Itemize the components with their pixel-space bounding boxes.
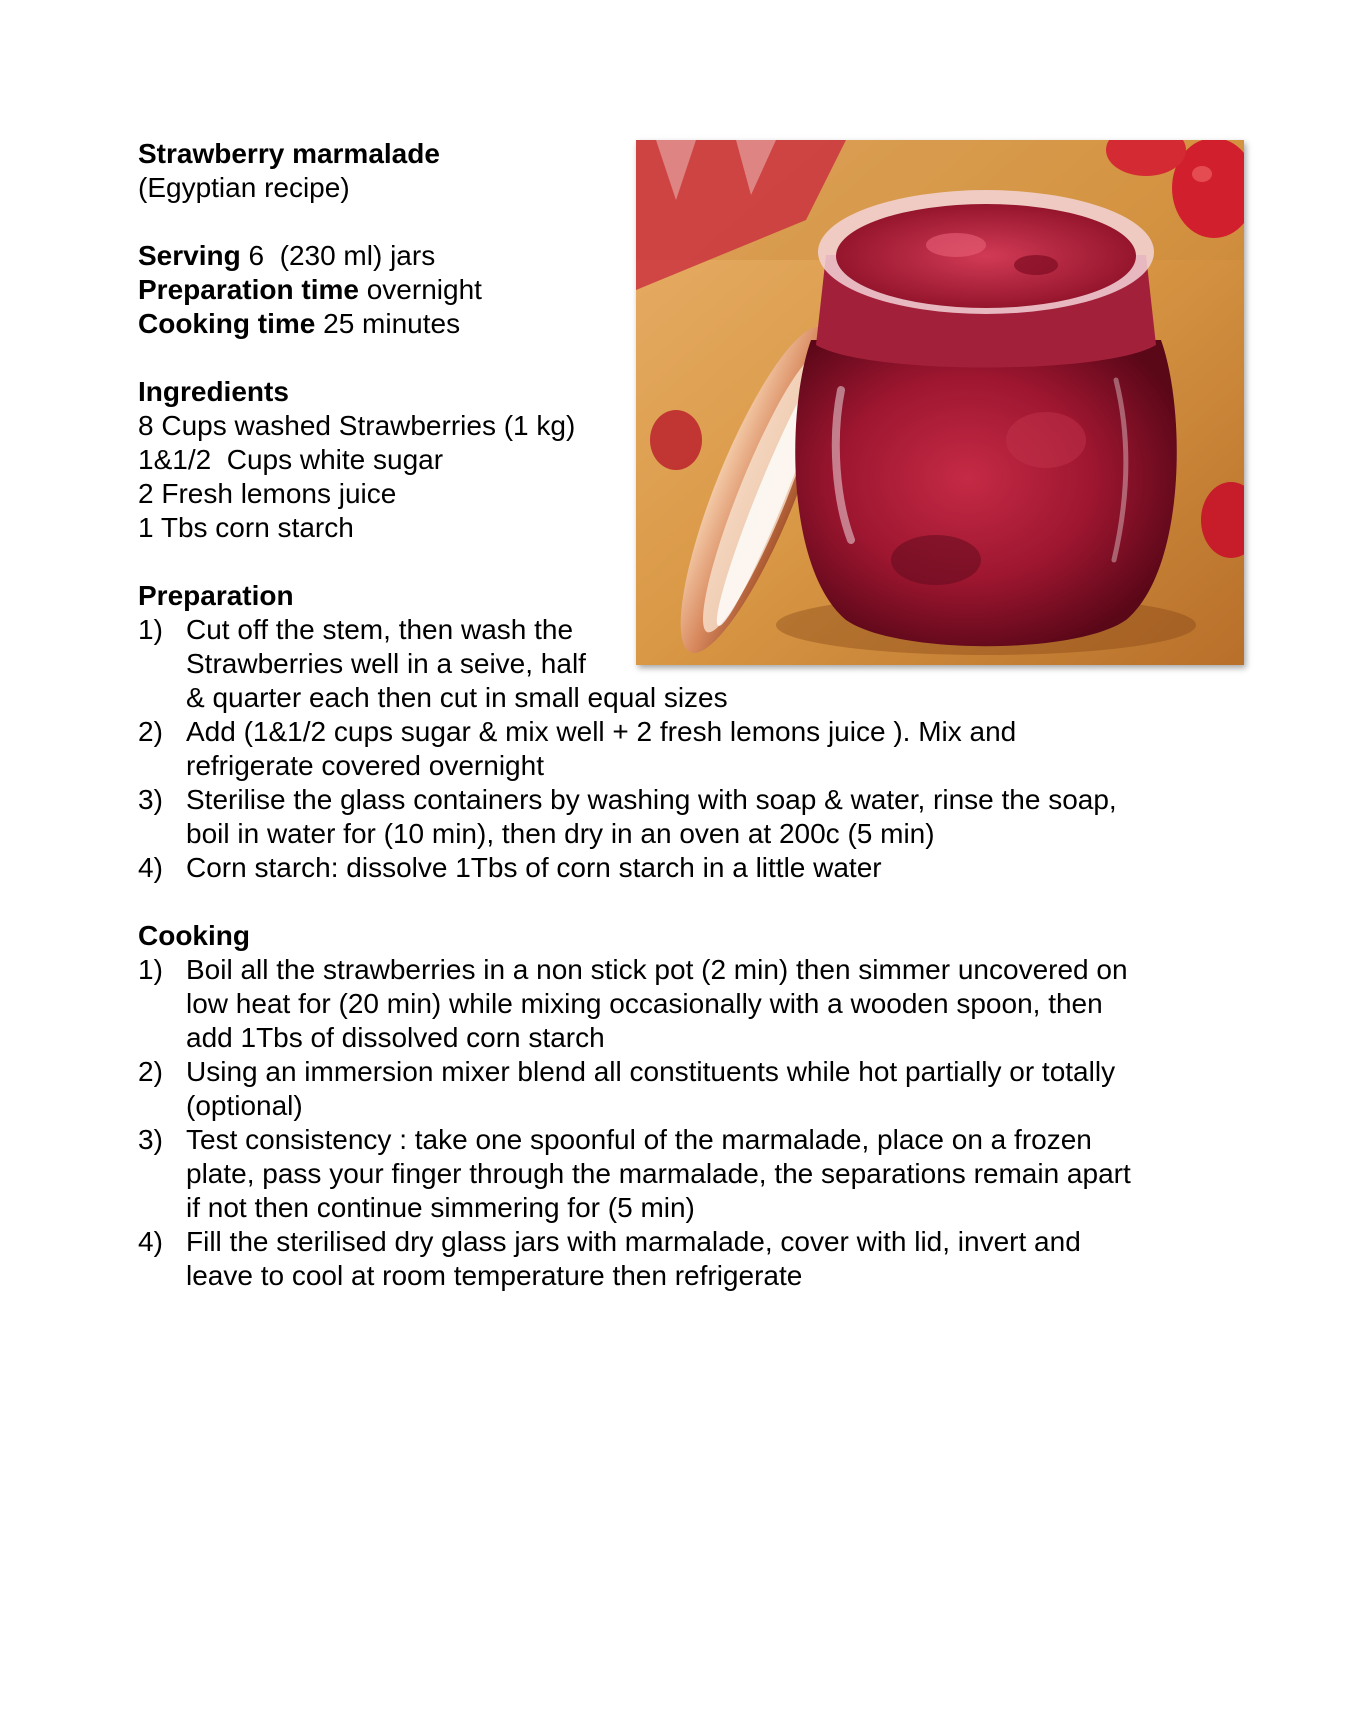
step-text: refrigerate covered overnight [186,750,544,781]
preparation-step [138,851,1218,885]
ingredient-item: 8 Cups washed Strawberries (1 kg) [138,410,576,441]
prep-time-value: overnight [358,274,482,305]
preparation-step [138,613,1218,715]
step-text: plate, pass your finger through the marmalade, the separations remain apart [186,1158,1131,1189]
step-number: 1) [138,954,163,985]
cooking-step [138,1123,1218,1225]
step-text: low heat for (20 min) while mixing occasionally with a wooden spoon, then [186,988,1103,1019]
cooking-steps [138,953,1218,1293]
recipe-text [138,137,1218,1293]
step-text: & quarter each then cut in small equal sizes [186,682,728,713]
cook-time-label: Cooking time [138,308,316,339]
preparation-step [138,715,1218,783]
preparation-steps [138,613,1218,885]
step-text: Fill the sterilised dry glass jars with marmalade, cover with lid, invert and [186,1226,1081,1257]
step-text: Test consistency : take one spoonful of the marmalade, place on a frozen [186,1124,1092,1155]
step-text: Strawberries well in a seive, half [186,648,586,679]
ingredient-item: 1 Tbs corn starch [138,512,354,543]
prep-time-label: Preparation time [138,274,359,305]
cooking-step [138,1225,1218,1293]
ingredient-item: 1&1/2 Cups white sugar [138,444,444,475]
cooking-step [138,1055,1218,1123]
step-text: if not then continue simmering for (5 min) [186,1192,695,1223]
step-text: add 1Tbs of dissolved corn starch [186,1022,605,1053]
step-text: boil in water for (10 min), then dry in an oven at 200c (5 min) [186,818,935,849]
serving-row [138,239,1218,273]
step-number: 4) [138,1226,163,1257]
step-text: Add (1&1/2 cups sugar & mix well + 2 fresh lemons juice ). Mix and [186,716,1017,747]
step-text: Boil all the strawberries in a non stick pot (2 min) then simmer uncovered on [186,954,1128,985]
ingredient-item: 2 Fresh lemons juice [138,478,397,509]
prep-time-row [138,273,1218,307]
step-text: Corn starch: dissolve 1Tbs of corn starch in a little water [186,852,882,883]
step-number: 3) [138,1124,163,1155]
preparation-heading: Preparation [138,580,294,611]
recipe-title: Strawberry marmalade [138,138,440,169]
cooking-heading: Cooking [138,920,250,951]
preparation-step [138,783,1218,851]
step-text: (optional) [186,1090,303,1121]
step-number: 2) [138,1056,163,1087]
step-text: Using an immersion mixer blend all constituents while hot partially or totally [186,1056,1116,1087]
step-text: Sterilise the glass containers by washing with soap & water, rinse the soap, [186,784,1117,815]
step-number: 3) [138,784,163,815]
cook-time-value: 25 minutes [315,308,461,339]
step-number: 4) [138,852,163,883]
cooking-step [138,953,1218,1055]
step-number: 2) [138,716,163,747]
step-text: Cut off the stem, then wash the [186,614,574,645]
ingredients-heading: Ingredients [138,376,289,407]
serving-label: Serving [138,240,241,271]
step-text: leave to cool at room temperature then refrigerate [186,1260,803,1291]
cook-time-row [138,307,1218,341]
recipe-subtitle: (Egyptian recipe) [138,172,350,203]
serving-value: 6 (230 ml) jars [240,240,436,271]
step-number: 1) [138,614,163,645]
